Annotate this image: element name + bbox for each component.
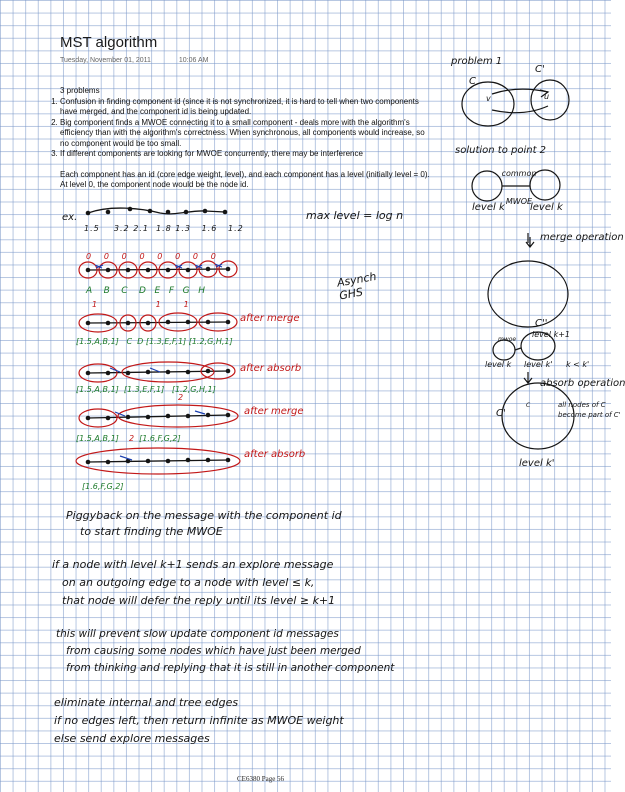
level-kp-label: level k' bbox=[524, 360, 553, 369]
page-time: 10:06 AM bbox=[178, 57, 209, 64]
merge-operation-label: merge operation bbox=[540, 232, 624, 243]
mwoe-small-label: mwoe bbox=[498, 336, 517, 343]
c-prime-large-label: C' bbox=[496, 408, 506, 419]
level-k-small: level k bbox=[485, 360, 512, 369]
common-mwoe-label: common MWOE bbox=[501, 169, 537, 206]
after-merge-1-levels: 1 1 1 bbox=[92, 300, 189, 309]
after-absorb-2-label: after absorb bbox=[244, 449, 306, 460]
async-note: Asynch GHS bbox=[335, 269, 378, 303]
component-id-paragraph: Each component has an id (core edge weight, level), and each component has a level (initially level = 0). bbox=[60, 169, 430, 179]
level-kp-bottom: level k' bbox=[519, 458, 555, 469]
level-zero-paragraph: At level 0, the component node would be the node id. bbox=[60, 180, 249, 189]
node-letters: A B C D E F G H bbox=[86, 286, 205, 296]
problem1-label: problem 1 bbox=[451, 56, 503, 67]
after-absorb-1-label: after absorb bbox=[240, 363, 302, 374]
after-merge-2-ids: [1.5,A,B,1] 2 [1.6,F,G,2] bbox=[76, 434, 181, 443]
v-label: v bbox=[486, 94, 491, 103]
level-zeros: 0 0 0 0 0 0 0 0 bbox=[86, 252, 216, 261]
solution2-label: solution to point 2 bbox=[455, 145, 547, 156]
page-date: Tuesday, November 01, 2011 bbox=[60, 57, 151, 64]
max-level-note: max level = log n bbox=[306, 209, 404, 222]
level-k1-label: level k+1 bbox=[532, 330, 570, 339]
after-absorb-2-ids: [1.6,F,G,2] bbox=[82, 482, 124, 491]
u-label: u bbox=[544, 92, 550, 101]
c-double-prime-label: C'' bbox=[535, 318, 548, 329]
after-merge-1-label: after merge bbox=[240, 313, 300, 324]
after-absorb-1-level: 2 bbox=[178, 393, 184, 402]
problem-item: 3. If different components are looking for MWOE concurrently, there may be interference bbox=[60, 149, 430, 160]
page-footer: CE6380 Page 56 bbox=[237, 775, 285, 783]
problems-intro: 3 problems bbox=[60, 86, 100, 95]
ex-label: ex. bbox=[62, 212, 78, 223]
level-k-right: level k bbox=[530, 202, 563, 213]
after-merge-2-label: after merge bbox=[244, 406, 304, 417]
absorb-operation-label: absorb operation bbox=[540, 378, 625, 389]
after-merge-1-ids: [1.5,A,B,1] C D [1.3,E,F,1] [1.2,G,H,1] bbox=[76, 337, 233, 346]
c-prime-label: C' bbox=[535, 64, 545, 75]
ex-weights: 1.5 3.2 2.1 1.8 1.3 1.6 1.2 bbox=[84, 224, 244, 233]
level-k-left: level k bbox=[472, 202, 505, 213]
explore-note: if a node with level k+1 sends an explore message on an outgoing edge to a node with level ≤ k, that node will defer the reply until its level ≥ k+1 bbox=[52, 558, 336, 607]
problem-item: 1. Confusion in finding component id (since it is not synchronized, it is hard to tell when two components have merged, and the component id is being updated. bbox=[60, 97, 430, 118]
all-nodes-note: all nodes of C become part of C' bbox=[558, 401, 621, 419]
c-inner-label: C bbox=[526, 402, 531, 409]
page-title: MST algorithm bbox=[60, 34, 158, 51]
problem-item: 2. Big component finds a MWOE connecting it to a small component - deals more with the algorithm's efficiency than with the algorithm's correctness. When synchronous, all components would increase, so no component would be too small. bbox=[60, 118, 430, 150]
c-label: C bbox=[469, 76, 476, 87]
k-less-kp: k < k' bbox=[566, 360, 590, 369]
eliminate-note: eliminate internal and tree edges if no edges left, then return infinite as MWOE weight else send explore messages bbox=[54, 696, 344, 745]
prevent-note: this will prevent slow update component id messages from causing some nodes which have just been merged from thinking and replying that it is still in another component bbox=[56, 628, 395, 674]
piggyback-note: Piggyback on the message with the component id to start finding the MWOE bbox=[66, 509, 342, 538]
after-absorb-1-ids: [1.5,A,B,1] [1.3,E,F,1] [1.2,G,H,1] bbox=[76, 385, 216, 394]
